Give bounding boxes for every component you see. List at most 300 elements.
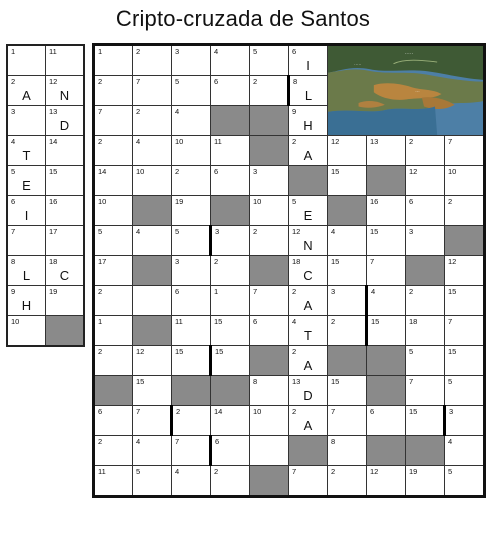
grid-cell bbox=[328, 166, 367, 196]
key-cell bbox=[7, 286, 46, 316]
cell-number: 6 bbox=[214, 167, 219, 176]
grid-cell bbox=[445, 256, 485, 286]
grid-cell bbox=[445, 196, 485, 226]
key-row bbox=[7, 76, 84, 106]
grid-cell bbox=[289, 45, 328, 76]
grid-blocked-cell bbox=[367, 436, 406, 466]
cell-number: 7 bbox=[175, 437, 180, 446]
grid-cell bbox=[94, 196, 133, 226]
grid-cell bbox=[250, 376, 289, 406]
page-title: Cripto-cruzada de Santos bbox=[115, 6, 371, 31]
cell-number: 8 bbox=[11, 257, 16, 266]
cell-number: 2 bbox=[98, 437, 103, 446]
grid-cell bbox=[211, 466, 250, 497]
grid-cell bbox=[445, 286, 485, 316]
cell-number: 15 bbox=[175, 347, 184, 356]
svg-text:···: ··· bbox=[415, 88, 420, 94]
grid-cell bbox=[406, 226, 445, 256]
cell-number: 2 bbox=[136, 107, 141, 116]
grid-cell bbox=[289, 196, 328, 226]
grid-cell bbox=[250, 406, 289, 436]
key-cell bbox=[7, 226, 46, 256]
cell-number: 2 bbox=[11, 77, 16, 86]
cell-letter: L bbox=[22, 268, 31, 283]
cell-letter: C bbox=[303, 268, 313, 283]
grid-cell bbox=[289, 76, 328, 106]
grid-cell bbox=[211, 76, 250, 106]
grid-blocked-cell bbox=[289, 166, 328, 196]
cell-letter: E bbox=[22, 178, 31, 193]
cell-number: 3 bbox=[175, 257, 180, 266]
cell-letter: E bbox=[303, 208, 313, 223]
cell-number: 19 bbox=[49, 287, 58, 296]
grid-cell bbox=[172, 346, 211, 376]
grid-cell bbox=[289, 316, 328, 346]
key-cell bbox=[46, 226, 85, 256]
cell-number: 7 bbox=[136, 407, 141, 416]
grid-cell bbox=[94, 76, 133, 106]
cell-number: 18 bbox=[292, 257, 301, 266]
cell-number: 2 bbox=[98, 287, 103, 296]
cell-number: 7 bbox=[448, 317, 453, 326]
cell-number: 2 bbox=[253, 77, 258, 86]
cell-number: 7 bbox=[136, 77, 141, 86]
cell-number: 4 bbox=[371, 287, 376, 296]
cell-number: 2 bbox=[175, 167, 180, 176]
grid-row bbox=[94, 316, 485, 346]
grid-blocked-cell bbox=[133, 256, 172, 286]
cell-number: 11 bbox=[49, 47, 57, 56]
grid-cell bbox=[250, 45, 289, 76]
cell-number: 5 bbox=[448, 467, 453, 476]
santos-aerial-map-image bbox=[328, 45, 485, 136]
grid-cell bbox=[94, 286, 133, 316]
grid-cell bbox=[328, 436, 367, 466]
grid-cell bbox=[94, 346, 133, 376]
grid-cell bbox=[211, 256, 250, 286]
grid-cell bbox=[289, 136, 328, 166]
cell-number: 3 bbox=[331, 287, 336, 296]
grid-cell bbox=[250, 76, 289, 106]
grid-cell bbox=[94, 226, 133, 256]
cell-number: 5 bbox=[409, 347, 414, 356]
cell-number: 7 bbox=[253, 287, 258, 296]
grid-cell bbox=[367, 256, 406, 286]
grid-blocked-cell bbox=[133, 316, 172, 346]
map-image bbox=[328, 46, 483, 135]
cell-number: 9 bbox=[292, 107, 297, 116]
grid-row bbox=[94, 226, 485, 256]
grid-cell bbox=[133, 45, 172, 76]
grid-row bbox=[94, 196, 485, 226]
cell-number: 15 bbox=[409, 407, 418, 416]
cell-number: 2 bbox=[409, 137, 414, 146]
grid-blocked-cell bbox=[328, 346, 367, 376]
grid-cell bbox=[172, 166, 211, 196]
cell-number: 14 bbox=[49, 137, 58, 146]
grid-cell bbox=[367, 316, 406, 346]
grid-cell bbox=[172, 406, 211, 436]
grid-cell bbox=[406, 316, 445, 346]
key-row bbox=[7, 316, 84, 347]
cell-number: 2 bbox=[98, 347, 103, 356]
cell-number: 12 bbox=[409, 167, 418, 176]
grid-blocked-cell bbox=[367, 166, 406, 196]
cell-number: 10 bbox=[253, 197, 262, 206]
grid-blocked-cell bbox=[211, 196, 250, 226]
cell-number: 4 bbox=[136, 437, 141, 446]
grid-blocked-cell bbox=[133, 196, 172, 226]
grid-cell bbox=[211, 226, 250, 256]
grid-blocked-cell bbox=[211, 106, 250, 136]
grid-cell bbox=[328, 466, 367, 497]
grid-cell bbox=[289, 406, 328, 436]
key-row bbox=[7, 226, 84, 256]
grid-cell bbox=[445, 346, 485, 376]
cell-number: 5 bbox=[98, 227, 103, 236]
key-cell bbox=[46, 286, 85, 316]
cell-number: 19 bbox=[409, 467, 418, 476]
cell-number: 1 bbox=[214, 287, 219, 296]
cell-number: 13 bbox=[370, 137, 379, 146]
grid-cell bbox=[133, 166, 172, 196]
grid-row bbox=[94, 45, 485, 76]
key-cell bbox=[7, 76, 46, 106]
cell-number: 5 bbox=[253, 47, 258, 56]
cell-number: 2 bbox=[409, 287, 414, 296]
cell-number: 2 bbox=[331, 317, 336, 326]
grid-row bbox=[94, 436, 485, 466]
cell-number: 8 bbox=[253, 377, 258, 386]
key-row bbox=[7, 256, 84, 286]
cell-letter: A bbox=[303, 418, 313, 433]
cell-letter: D bbox=[303, 388, 313, 403]
key-row bbox=[7, 166, 84, 196]
cell-number: 4 bbox=[292, 317, 297, 326]
grid-blocked-cell bbox=[250, 256, 289, 286]
cell-number: 6 bbox=[215, 437, 220, 446]
grid-cell bbox=[289, 286, 328, 316]
grid-cell bbox=[367, 196, 406, 226]
letter-key-table bbox=[6, 44, 85, 347]
grid-cell bbox=[133, 136, 172, 166]
grid-blocked-cell bbox=[250, 106, 289, 136]
grid-row bbox=[94, 286, 485, 316]
cell-number: 3 bbox=[175, 47, 180, 56]
grid-cell bbox=[328, 226, 367, 256]
cell-number: 2 bbox=[176, 407, 181, 416]
grid-cell bbox=[289, 226, 328, 256]
cell-number: 12 bbox=[448, 257, 457, 266]
grid-cell bbox=[250, 286, 289, 316]
cell-number: 7 bbox=[11, 227, 16, 236]
cell-number: 4 bbox=[175, 107, 180, 116]
grid-cell bbox=[133, 286, 172, 316]
cell-number: 12 bbox=[292, 227, 301, 236]
cell-letter: T bbox=[22, 148, 31, 163]
cell-number: 19 bbox=[175, 197, 184, 206]
cell-number: 18 bbox=[409, 317, 418, 326]
grid-cell bbox=[172, 286, 211, 316]
cell-number: 15 bbox=[215, 347, 224, 356]
grid-cell bbox=[445, 136, 485, 166]
grid-cell bbox=[328, 376, 367, 406]
key-cell bbox=[46, 196, 85, 226]
key-cell bbox=[46, 136, 85, 166]
grid-cell bbox=[250, 196, 289, 226]
grid-blocked-cell bbox=[406, 436, 445, 466]
grid-cell bbox=[328, 406, 367, 436]
grid-blocked-cell bbox=[94, 376, 133, 406]
grid-row bbox=[94, 256, 485, 286]
crossword-grid bbox=[92, 43, 486, 498]
cell-number: 2 bbox=[98, 137, 103, 146]
key-cell bbox=[7, 196, 46, 226]
grid-cell bbox=[250, 226, 289, 256]
grid-blocked-cell bbox=[289, 436, 328, 466]
key-row bbox=[7, 196, 84, 226]
cell-number: 4 bbox=[136, 227, 141, 236]
grid-blocked-cell bbox=[250, 136, 289, 166]
grid-cell bbox=[211, 436, 250, 466]
cell-number: 11 bbox=[175, 317, 183, 326]
cell-number: 2 bbox=[292, 347, 297, 356]
cell-number: 10 bbox=[136, 167, 145, 176]
grid-cell bbox=[172, 256, 211, 286]
cell-number: 2 bbox=[292, 407, 297, 416]
svg-text:·····: ····· bbox=[404, 52, 414, 57]
cell-number: 6 bbox=[175, 287, 180, 296]
cell-number: 9 bbox=[11, 287, 16, 296]
grid-cell bbox=[172, 76, 211, 106]
cell-number: 6 bbox=[409, 197, 414, 206]
grid-row bbox=[94, 466, 485, 497]
grid-cell bbox=[367, 136, 406, 166]
grid-cell bbox=[94, 466, 133, 497]
cell-number: 6 bbox=[11, 197, 16, 206]
cell-number: 3 bbox=[449, 407, 454, 416]
grid-cell bbox=[445, 406, 485, 436]
grid-cell bbox=[94, 406, 133, 436]
key-cell bbox=[46, 76, 85, 106]
cell-number: 7 bbox=[409, 377, 414, 386]
grid-cell bbox=[133, 406, 172, 436]
cell-number: 4 bbox=[136, 137, 141, 146]
cell-number: 14 bbox=[98, 167, 107, 176]
cell-number: 12 bbox=[370, 467, 379, 476]
grid-cell bbox=[367, 226, 406, 256]
grid-row bbox=[94, 376, 485, 406]
grid-cell bbox=[94, 436, 133, 466]
grid-row bbox=[94, 136, 485, 166]
grid-cell bbox=[94, 256, 133, 286]
cell-number: 15 bbox=[448, 347, 457, 356]
cell-letter: D bbox=[59, 118, 70, 133]
grid-cell bbox=[406, 346, 445, 376]
grid-cell bbox=[133, 376, 172, 406]
grid-blocked-cell bbox=[211, 376, 250, 406]
grid-row bbox=[94, 406, 485, 436]
grid-cell bbox=[406, 166, 445, 196]
cell-number: 3 bbox=[253, 167, 258, 176]
grid-cell bbox=[211, 286, 250, 316]
cell-number: 1 bbox=[98, 317, 103, 326]
grid-cell bbox=[406, 466, 445, 497]
cell-number: 12 bbox=[49, 77, 58, 86]
grid-cell bbox=[94, 45, 133, 76]
cell-number: 15 bbox=[331, 257, 340, 266]
grid-cell bbox=[328, 136, 367, 166]
grid-cell bbox=[367, 286, 406, 316]
grid-blocked-cell bbox=[406, 256, 445, 286]
cell-number: 10 bbox=[11, 317, 20, 326]
cell-number: 2 bbox=[292, 287, 297, 296]
key-row bbox=[7, 106, 84, 136]
svg-text:·····: ····· bbox=[354, 62, 362, 67]
cell-number: 2 bbox=[136, 47, 141, 56]
cell-number: 8 bbox=[331, 437, 336, 446]
cell-number: 16 bbox=[370, 197, 379, 206]
grid-cell bbox=[172, 226, 211, 256]
key-cell bbox=[7, 256, 46, 286]
cell-number: 3 bbox=[215, 227, 220, 236]
grid-blocked-cell bbox=[328, 196, 367, 226]
grid-row bbox=[94, 346, 485, 376]
grid-cell bbox=[406, 136, 445, 166]
cell-number: 13 bbox=[49, 107, 58, 116]
key-cell bbox=[46, 45, 85, 76]
cell-number: 5 bbox=[448, 377, 453, 386]
cell-letter: N bbox=[303, 238, 313, 253]
grid-cell bbox=[328, 256, 367, 286]
cell-number: 4 bbox=[175, 467, 180, 476]
grid-cell bbox=[289, 256, 328, 286]
cell-number: 5 bbox=[136, 467, 141, 476]
grid-blocked-cell bbox=[367, 346, 406, 376]
key-row bbox=[7, 286, 84, 316]
cell-number: 7 bbox=[331, 407, 336, 416]
grid-cell bbox=[211, 45, 250, 76]
grid-cell bbox=[445, 376, 485, 406]
cell-number: 17 bbox=[49, 227, 58, 236]
key-cell bbox=[7, 136, 46, 166]
cell-number: 7 bbox=[448, 137, 453, 146]
cell-number: 6 bbox=[253, 317, 258, 326]
grid-cell bbox=[172, 316, 211, 346]
grid-blocked-cell bbox=[250, 346, 289, 376]
cell-number: 1 bbox=[98, 47, 103, 56]
cell-number: 15 bbox=[331, 377, 340, 386]
grid-cell bbox=[211, 166, 250, 196]
cell-letter: L bbox=[304, 88, 313, 103]
key-cell bbox=[46, 256, 85, 286]
cell-number: 6 bbox=[370, 407, 375, 416]
cell-number: 7 bbox=[98, 107, 103, 116]
grid-cell bbox=[406, 196, 445, 226]
grid-cell bbox=[94, 106, 133, 136]
cell-number: 15 bbox=[136, 377, 145, 386]
cell-number: 3 bbox=[409, 227, 414, 236]
grid-blocked-cell bbox=[172, 376, 211, 406]
grid-cell bbox=[289, 106, 328, 136]
cell-letter: A bbox=[303, 148, 313, 163]
grid-cell bbox=[289, 376, 328, 406]
cell-number: 15 bbox=[49, 167, 58, 176]
key-cell bbox=[46, 166, 85, 196]
cell-number: 12 bbox=[136, 347, 145, 356]
grid-cell bbox=[172, 106, 211, 136]
grid-cell bbox=[172, 45, 211, 76]
grid-cell bbox=[94, 316, 133, 346]
grid-cell bbox=[250, 436, 289, 466]
grid-cell bbox=[211, 136, 250, 166]
key-cell bbox=[7, 316, 46, 347]
cell-number: 13 bbox=[292, 377, 301, 386]
cell-number: 4 bbox=[11, 137, 16, 146]
grid-cell bbox=[328, 316, 367, 346]
cell-number: 7 bbox=[370, 257, 375, 266]
cell-number: 10 bbox=[98, 197, 107, 206]
cell-number: 15 bbox=[448, 287, 457, 296]
grid-cell bbox=[289, 346, 328, 376]
cell-number: 14 bbox=[214, 407, 223, 416]
cell-letter: H bbox=[303, 118, 313, 133]
cell-number: 12 bbox=[331, 137, 340, 146]
grid-cell bbox=[445, 316, 485, 346]
grid-row bbox=[94, 166, 485, 196]
grid-cell bbox=[367, 466, 406, 497]
grid-cell bbox=[133, 106, 172, 136]
grid-cell bbox=[133, 466, 172, 497]
cell-number: 5 bbox=[292, 197, 297, 206]
key-row bbox=[7, 45, 84, 76]
cell-number: 2 bbox=[253, 227, 258, 236]
cell-number: 15 bbox=[371, 317, 380, 326]
cell-number: 11 bbox=[214, 137, 222, 146]
cell-number: 10 bbox=[448, 167, 457, 176]
cell-number: 2 bbox=[292, 137, 297, 146]
cell-number: 6 bbox=[292, 47, 297, 56]
cell-number: 2 bbox=[331, 467, 336, 476]
cell-number: 4 bbox=[331, 227, 336, 236]
cell-letter: T bbox=[304, 328, 312, 343]
cell-number: 6 bbox=[214, 77, 219, 86]
cell-number: 3 bbox=[11, 107, 16, 116]
cell-number: 11 bbox=[98, 467, 106, 476]
grid-cell bbox=[445, 466, 485, 497]
cell-number: 5 bbox=[11, 167, 16, 176]
grid-cell bbox=[445, 166, 485, 196]
cell-number: 1 bbox=[11, 47, 16, 56]
cell-number: 2 bbox=[214, 257, 219, 266]
cell-letter: I bbox=[24, 208, 29, 223]
cell-letter: C bbox=[59, 268, 70, 283]
cell-letter: N bbox=[59, 88, 70, 103]
cell-number: 7 bbox=[292, 467, 297, 476]
grid-blocked-cell bbox=[250, 466, 289, 497]
cell-letter: I bbox=[306, 58, 310, 73]
cell-letter: A bbox=[22, 88, 31, 103]
cell-letter: A bbox=[303, 298, 313, 313]
grid-cell bbox=[406, 286, 445, 316]
key-cell bbox=[46, 106, 85, 136]
cell-letter: A bbox=[303, 358, 313, 373]
key-cell bbox=[7, 166, 46, 196]
cell-number: 2 bbox=[214, 467, 219, 476]
key-cell bbox=[7, 45, 46, 76]
grid-cell bbox=[133, 226, 172, 256]
grid-cell bbox=[406, 376, 445, 406]
